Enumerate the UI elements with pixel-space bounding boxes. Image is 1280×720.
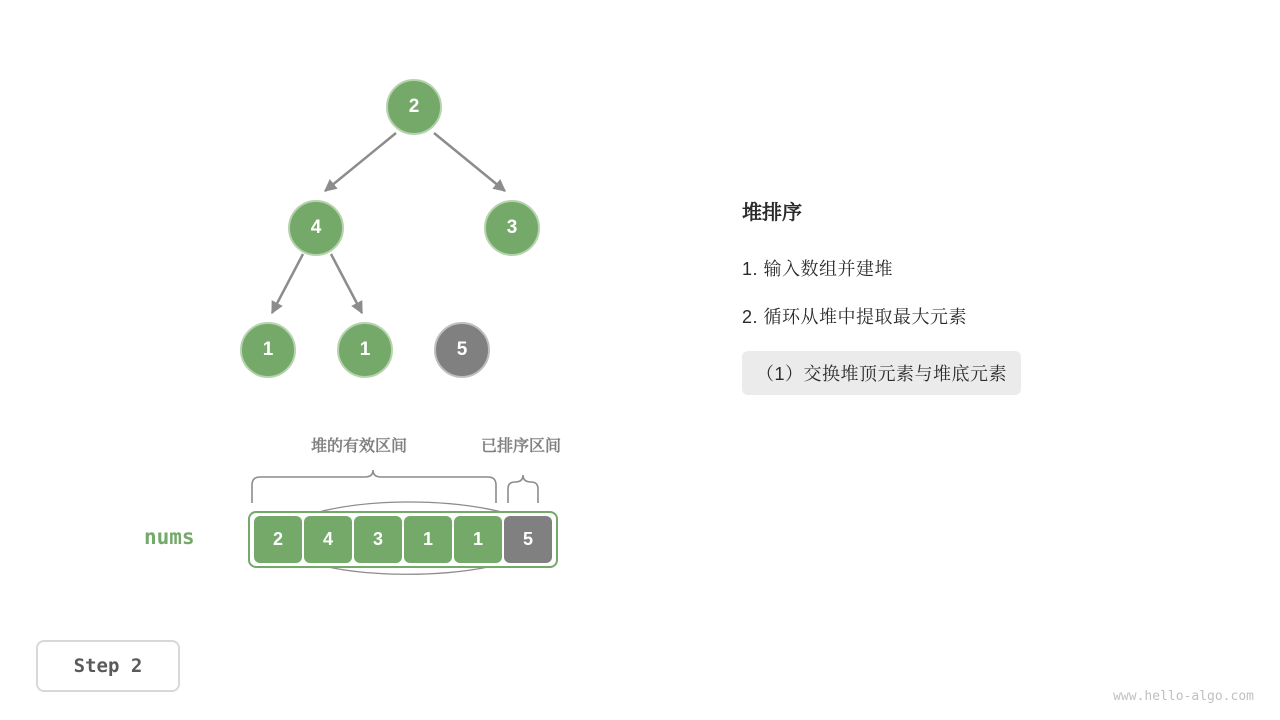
array-cell-value: 4 — [322, 529, 333, 549]
watermark: www.hello-algo.com — [1113, 689, 1254, 704]
array-cell-value: 3 — [372, 529, 383, 549]
array-cell-value: 2 — [272, 529, 283, 549]
array-cell-value: 5 — [522, 529, 533, 549]
array-cell-value: 1 — [422, 529, 433, 549]
tree-node-value: 4 — [310, 217, 322, 238]
tree-node-value: 3 — [506, 217, 518, 238]
tree-node — [484, 200, 540, 256]
tree-node — [386, 79, 442, 135]
tree-node-value: 5 — [456, 339, 468, 360]
tree-node-sorted — [434, 322, 490, 378]
array-cell — [404, 516, 452, 563]
array-name-label: nums — [144, 525, 195, 549]
tree-node-value: 2 — [408, 96, 420, 117]
array-cell — [304, 516, 352, 563]
edge-4-1b — [331, 254, 362, 313]
tree-node-value: 1 — [262, 339, 274, 360]
edge-2-3 — [434, 133, 505, 191]
tree-node-value: 1 — [359, 339, 371, 360]
step-item-2: 2. 循环从堆中提取最大元素 — [742, 307, 968, 327]
tree-node — [337, 322, 393, 378]
tree-node — [288, 200, 344, 256]
array-cell — [354, 516, 402, 563]
highlighted-substep: （1）交换堆顶元素与堆底元素 — [742, 351, 1021, 395]
edge-4-1a — [272, 254, 303, 313]
step-badge: Step 2 — [36, 640, 180, 692]
nums-array — [248, 511, 558, 568]
array-cell — [454, 516, 502, 563]
edge-2-4 — [325, 133, 396, 191]
array-cell-value: 1 — [472, 529, 483, 549]
array-cell-sorted — [504, 516, 552, 563]
tree-node — [240, 322, 296, 378]
array-cell — [254, 516, 302, 563]
step-item-1: 1. 输入数组并建堆 — [742, 259, 894, 279]
panel-title: 堆排序 — [742, 202, 802, 224]
explanation-panel — [742, 196, 1222, 395]
sorted-range-label: 已排序区间 — [481, 438, 562, 455]
heap-range-label: 堆的有效区间 — [311, 438, 408, 455]
